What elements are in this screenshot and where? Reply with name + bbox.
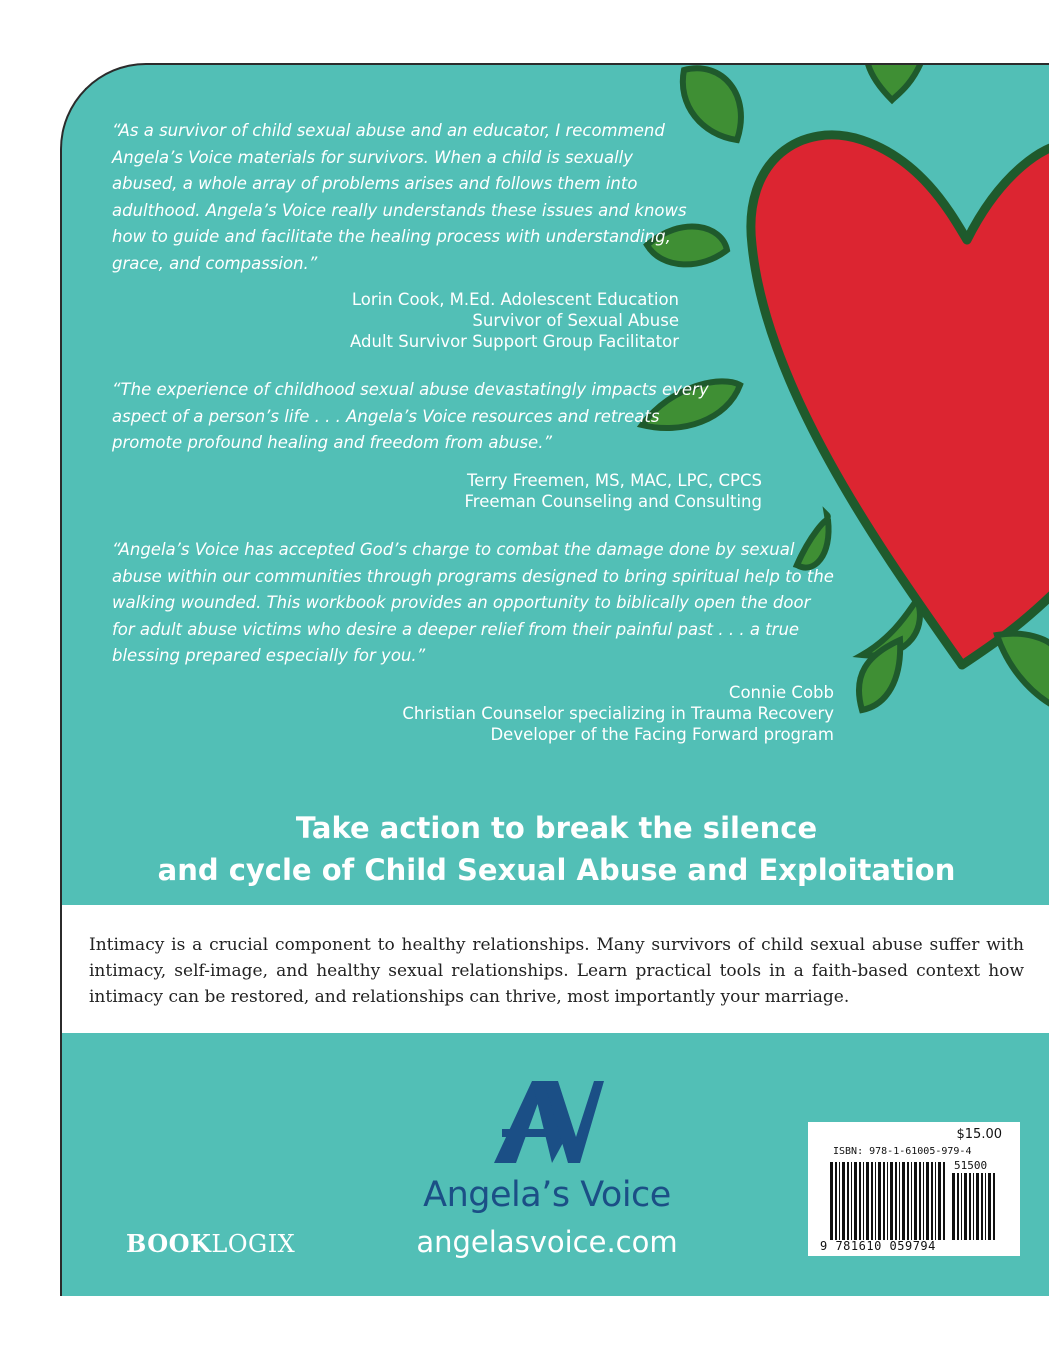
testimonial-quote-1: “As a survivor of child sexual abuse and an educator, I recommend Angela’s Voice materials for survivors. When a child is sexually abused, a whole array of problems arises and follows them into adulthood. Angela’s Voice really understands these issues and knows how to guide and facilitate the healing process with understanding, grace, and compassion.” — [112, 121, 687, 273]
testimonial-quote-3: “Angela’s Voice has accepted God’s charge to combat the damage done by sexual abuse within our communities through programs designed to bring spiritual help to the walking wounded. This workbook provides an opportunity to biblically open the door for adult abuse victims who desire a deeper relief from their painful past . . . a true blessing prepared especially for you.” — [112, 540, 834, 665]
attribution-line: Survivor of Sexual Abuse — [472, 311, 679, 330]
addon-barcode-icon — [952, 1173, 998, 1240]
cta-line-1: Take action to break the silence — [295, 811, 818, 845]
attribution-line: Freeman Counseling and Consulting — [464, 492, 762, 511]
testimonial-attribution-1 — [350, 289, 679, 352]
ean-number: 9 781610 059794 — [820, 1239, 936, 1253]
testimonial-attribution-2 — [464, 470, 762, 512]
angelas-voice-logo-icon — [494, 1081, 604, 1163]
book-description: Intimacy is a crucial component to healthy relationships. Many survivors of child sexual abuse suffer with intimacy, self-image, and healthy sexual relationships. Learn practical tools in a faith-based context how intimacy can be restored, and relationships can thrive, most importantly your marriage. — [89, 935, 1024, 1007]
attribution-line: Terry Freemen, MS, MAC, LPC, CPCS — [467, 471, 762, 490]
attribution-line: Adult Survivor Support Group Facilitator — [350, 332, 679, 351]
call-to-action-heading — [62, 807, 1049, 891]
publisher-regular: LOGIX — [211, 1230, 296, 1258]
publisher-logo — [126, 1229, 295, 1258]
testimonial-attribution-3 — [402, 682, 834, 745]
isbn-label: ISBN: 978-1-61005-979-4 — [833, 1146, 972, 1157]
addon-code: 51500 — [954, 1159, 988, 1172]
attribution-line: Christian Counselor specializing in Trauma Recovery — [402, 704, 834, 723]
leaf-icon — [997, 634, 1049, 705]
price-label: $15.00 — [956, 1127, 1002, 1142]
testimonial-quote-2: “The experience of childhood sexual abuse devastatingly impacts every aspect of a person’s life . . . Angela’s Voice resources and retreats promote profound healing and freedom from abuse.” — [112, 380, 709, 452]
cta-line-2: and cycle of Child Sexual Abuse and Exploitation — [157, 853, 956, 887]
barcode-box — [808, 1122, 1020, 1256]
attribution-line: Developer of the Facing Forward program — [490, 725, 834, 744]
publisher-bold: BOOK — [126, 1229, 212, 1258]
attribution-line: Lorin Cook, M.Ed. Adolescent Education — [351, 290, 679, 309]
website-url[interactable]: angelasvoice.com — [416, 1225, 678, 1259]
description-band — [62, 905, 1049, 1033]
brand-name: Angela’s Voice — [423, 1175, 671, 1215]
attribution-line: Connie Cobb — [728, 683, 834, 702]
leaf-icon — [867, 65, 922, 100]
ean-barcode-icon — [830, 1162, 948, 1240]
back-cover — [60, 63, 1049, 1296]
